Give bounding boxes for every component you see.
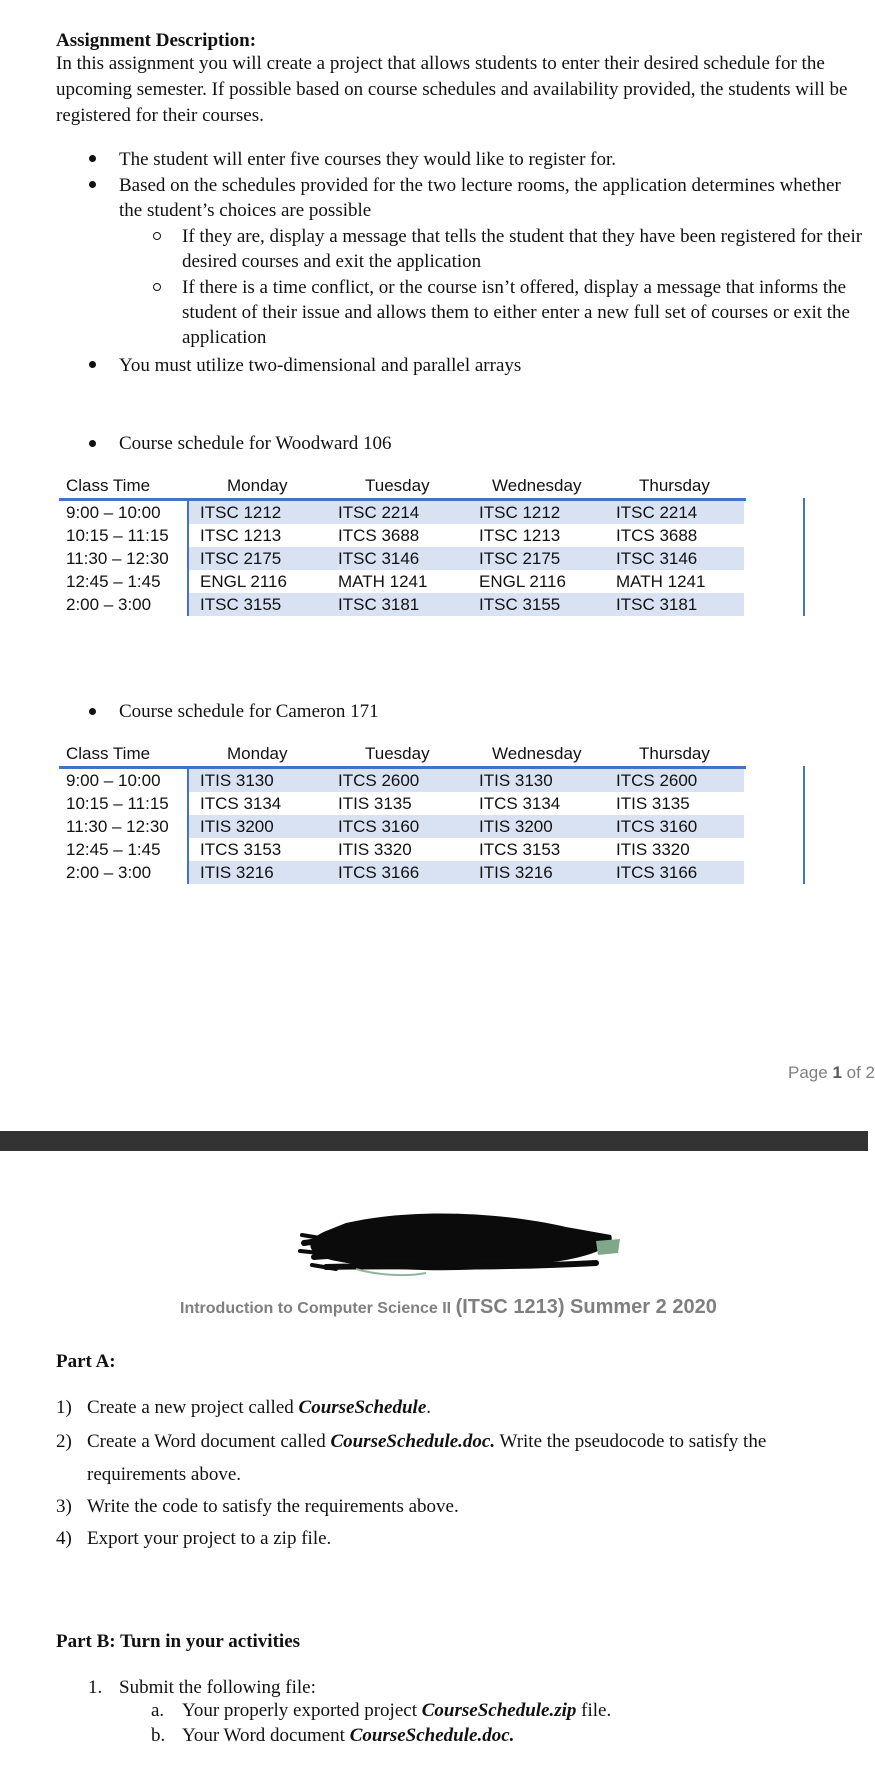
list-text: . xyxy=(426,1397,432,1418)
bullet-dot xyxy=(89,708,96,715)
bullet-arrays: You must utilize two-dimensional and parallel arrays xyxy=(119,355,522,376)
list-item xyxy=(88,1675,316,1700)
cell-time: 10:15 – 11:15 xyxy=(66,526,169,545)
part-a-heading: Part A: xyxy=(56,1351,116,1372)
zip-file-name: CourseSchedule.zip xyxy=(421,1700,577,1721)
list-number: 4) xyxy=(56,1528,72,1549)
sub-bullet-registered-line-1: If they are, display a message that tells the student that they have been registered for their xyxy=(182,226,863,247)
table-header-row xyxy=(59,740,746,766)
page-number xyxy=(788,1063,875,1083)
sub-bullet-conflict-line-1: If there is a time conflict, or the course isn’t offered, display a message that informs the xyxy=(182,277,847,298)
cell-course: ITSC 1212 xyxy=(200,503,282,522)
cell-course: ITSC 3155 xyxy=(200,595,282,614)
cell-course: ITCS 3134 xyxy=(479,794,561,813)
cell-course: ITCS 3166 xyxy=(338,863,420,882)
header-wednesday: Wednesday xyxy=(492,476,582,495)
course-title-name: Introduction to Computer Science II xyxy=(180,1300,456,1317)
sub-bullet-circle xyxy=(153,232,161,240)
cell-course: ITCS 3134 xyxy=(200,794,282,813)
list-item xyxy=(56,1494,459,1519)
table-row xyxy=(59,593,746,616)
list-text: Write the code to satisfy the requirements above. xyxy=(87,1496,459,1517)
cell-course: ITIS 3216 xyxy=(479,863,553,882)
cell-course: ITSC 3155 xyxy=(479,595,561,614)
cell-course: MATH 1241 xyxy=(338,572,428,591)
header-wednesday: Wednesday xyxy=(492,744,582,763)
cell-course: ITSC 1212 xyxy=(479,503,561,522)
cell-course: ITSC 2175 xyxy=(479,549,561,568)
cell-course: ENGL 2116 xyxy=(479,572,566,591)
bullet-dot xyxy=(89,361,96,368)
bullet-schedules-line-2: the student’s choices are possible xyxy=(119,200,372,221)
cell-course: ITSC 3146 xyxy=(338,549,420,568)
cell-course: ITSC 2214 xyxy=(338,503,420,522)
description-line-3: registered for their courses. xyxy=(56,105,264,126)
cell-course: ITSC 3146 xyxy=(616,549,698,568)
cell-course: ITIS 3320 xyxy=(616,840,690,859)
sub-bullet-conflict-line-2: student of their issue and allows them to either enter a new full set of courses or exit the xyxy=(182,302,850,323)
bullet-dot xyxy=(89,440,96,447)
cell-course: ITIS 3216 xyxy=(200,863,274,882)
table-left-rule xyxy=(187,766,189,884)
header-monday: Monday xyxy=(227,744,288,763)
table-row xyxy=(59,861,746,884)
cell-time: 9:00 – 10:00 xyxy=(66,503,161,522)
list-number: 2) xyxy=(56,1431,72,1452)
list-number: 1. xyxy=(88,1677,103,1698)
list-item xyxy=(56,1429,767,1454)
sub-bullet-conflict-line-3: application xyxy=(182,327,267,348)
table-header-row xyxy=(59,472,746,498)
cell-course: ITCS 3688 xyxy=(616,526,698,545)
cell-course: ITCS 3153 xyxy=(200,840,282,859)
cell-time: 9:00 – 10:00 xyxy=(66,771,161,790)
cell-time: 2:00 – 3:00 xyxy=(66,595,152,614)
cell-course: ITCS 2600 xyxy=(338,771,420,790)
sub-list-item xyxy=(151,1698,612,1723)
cell-course: ENGL 2116 xyxy=(200,572,287,591)
cell-course: ITIS 3135 xyxy=(616,794,690,813)
project-name: CourseSchedule xyxy=(298,1397,427,1418)
cell-course: ITCS 3688 xyxy=(338,526,420,545)
sub-list-item xyxy=(151,1723,515,1748)
cell-time: 12:45 – 1:45 xyxy=(66,572,161,591)
page-number-label: Page xyxy=(788,1063,833,1082)
header-tuesday: Tuesday xyxy=(365,744,430,763)
list-text: Create a new project called xyxy=(87,1397,299,1418)
woodward-caption: Course schedule for Woodward 106 xyxy=(119,433,392,454)
table-row xyxy=(59,815,746,838)
page-divider xyxy=(0,1131,868,1151)
cell-course: ITIS 3200 xyxy=(479,817,553,836)
table-row xyxy=(59,524,746,547)
list-letter: b. xyxy=(151,1725,166,1746)
header-monday: Monday xyxy=(227,476,288,495)
table-row xyxy=(59,838,746,861)
header-thursday: Thursday xyxy=(639,476,710,495)
list-number: 3) xyxy=(56,1496,72,1517)
cell-course: ITIS 3200 xyxy=(200,817,274,836)
redacted-logo-scribble xyxy=(296,1205,626,1280)
course-title xyxy=(180,1296,717,1319)
cell-time: 10:15 – 11:15 xyxy=(66,794,169,813)
cell-course: MATH 1241 xyxy=(616,572,706,591)
cell-time: 12:45 – 1:45 xyxy=(66,840,161,859)
list-text: file. xyxy=(576,1700,612,1721)
list-letter: a. xyxy=(151,1700,165,1721)
cell-course: ITCS 3160 xyxy=(616,817,698,836)
cell-course: ITIS 3320 xyxy=(338,840,412,859)
cell-course: ITSC 3181 xyxy=(338,595,420,614)
header-class-time: Class Time xyxy=(66,476,151,495)
list-text: Create a Word document called xyxy=(87,1431,331,1452)
page-number-total: of 2 xyxy=(841,1063,875,1082)
table-row xyxy=(59,769,746,792)
doc-file-name: CourseSchedule.doc. xyxy=(349,1725,515,1746)
list-text: Write the pseudocode to satisfy the xyxy=(495,1431,767,1452)
document-name: CourseSchedule.doc. xyxy=(330,1431,496,1452)
cell-course: ITIS 3135 xyxy=(338,794,412,813)
cell-time: 11:30 – 12:30 xyxy=(66,817,169,836)
list-item xyxy=(56,1526,332,1551)
table-row xyxy=(59,547,746,570)
part-b-heading: Part B: Turn in your activities xyxy=(56,1631,301,1652)
cell-course: ITIS 3130 xyxy=(479,771,553,790)
table-left-rule xyxy=(187,498,189,616)
bullet-five-courses: The student will enter five courses they would like to register for. xyxy=(119,149,617,170)
cell-course: ITSC 1213 xyxy=(479,526,561,545)
cell-course: ITCS 2600 xyxy=(616,771,698,790)
sub-bullet-registered-line-2: desired courses and exit the application xyxy=(182,251,482,272)
bullet-dot xyxy=(89,181,96,188)
cell-course: ITCS 3160 xyxy=(338,817,420,836)
sub-bullet-circle xyxy=(153,283,161,291)
list-text: Export your project to a zip file. xyxy=(87,1528,332,1549)
list-item-continuation: requirements above. xyxy=(87,1464,242,1485)
list-text: Your Word document xyxy=(182,1725,350,1746)
cell-time: 2:00 – 3:00 xyxy=(66,863,152,882)
table-row xyxy=(59,792,746,815)
list-number: 1) xyxy=(56,1397,72,1418)
header-thursday: Thursday xyxy=(639,744,710,763)
cameron-caption: Course schedule for Cameron 171 xyxy=(119,701,379,722)
cell-course: ITCS 3153 xyxy=(479,840,561,859)
assignment-heading: Assignment Description: xyxy=(56,30,257,51)
list-text: Submit the following file: xyxy=(119,1677,316,1698)
cell-course: ITCS 3166 xyxy=(616,863,698,882)
list-text: Your properly exported project xyxy=(182,1700,422,1721)
course-title-code: (ITSC 1213) Summer 2 2020 xyxy=(455,1296,717,1318)
table-right-rule xyxy=(803,498,805,616)
header-class-time: Class Time xyxy=(66,744,151,763)
bullet-dot xyxy=(89,155,96,162)
description-line-2: upcoming semester. If possible based on course schedules and availability provided, the students will be xyxy=(56,79,848,100)
table-right-rule xyxy=(803,766,805,884)
list-item xyxy=(56,1395,432,1420)
cell-course: ITSC 1213 xyxy=(200,526,282,545)
bullet-schedules-line-1: Based on the schedules provided for the two lecture rooms, the application determines whether xyxy=(119,175,841,196)
cell-course: ITIS 3130 xyxy=(200,771,274,790)
table-row xyxy=(59,501,746,524)
cell-course: ITSC 2214 xyxy=(616,503,698,522)
cell-course: ITSC 3181 xyxy=(616,595,698,614)
header-tuesday: Tuesday xyxy=(365,476,430,495)
table-row xyxy=(59,570,746,593)
page-number-current: 1 xyxy=(832,1063,842,1082)
cell-time: 11:30 – 12:30 xyxy=(66,549,169,568)
cell-course: ITSC 2175 xyxy=(200,549,282,568)
description-line-1: In this assignment you will create a project that allows students to enter their desired schedule for the xyxy=(56,53,825,74)
